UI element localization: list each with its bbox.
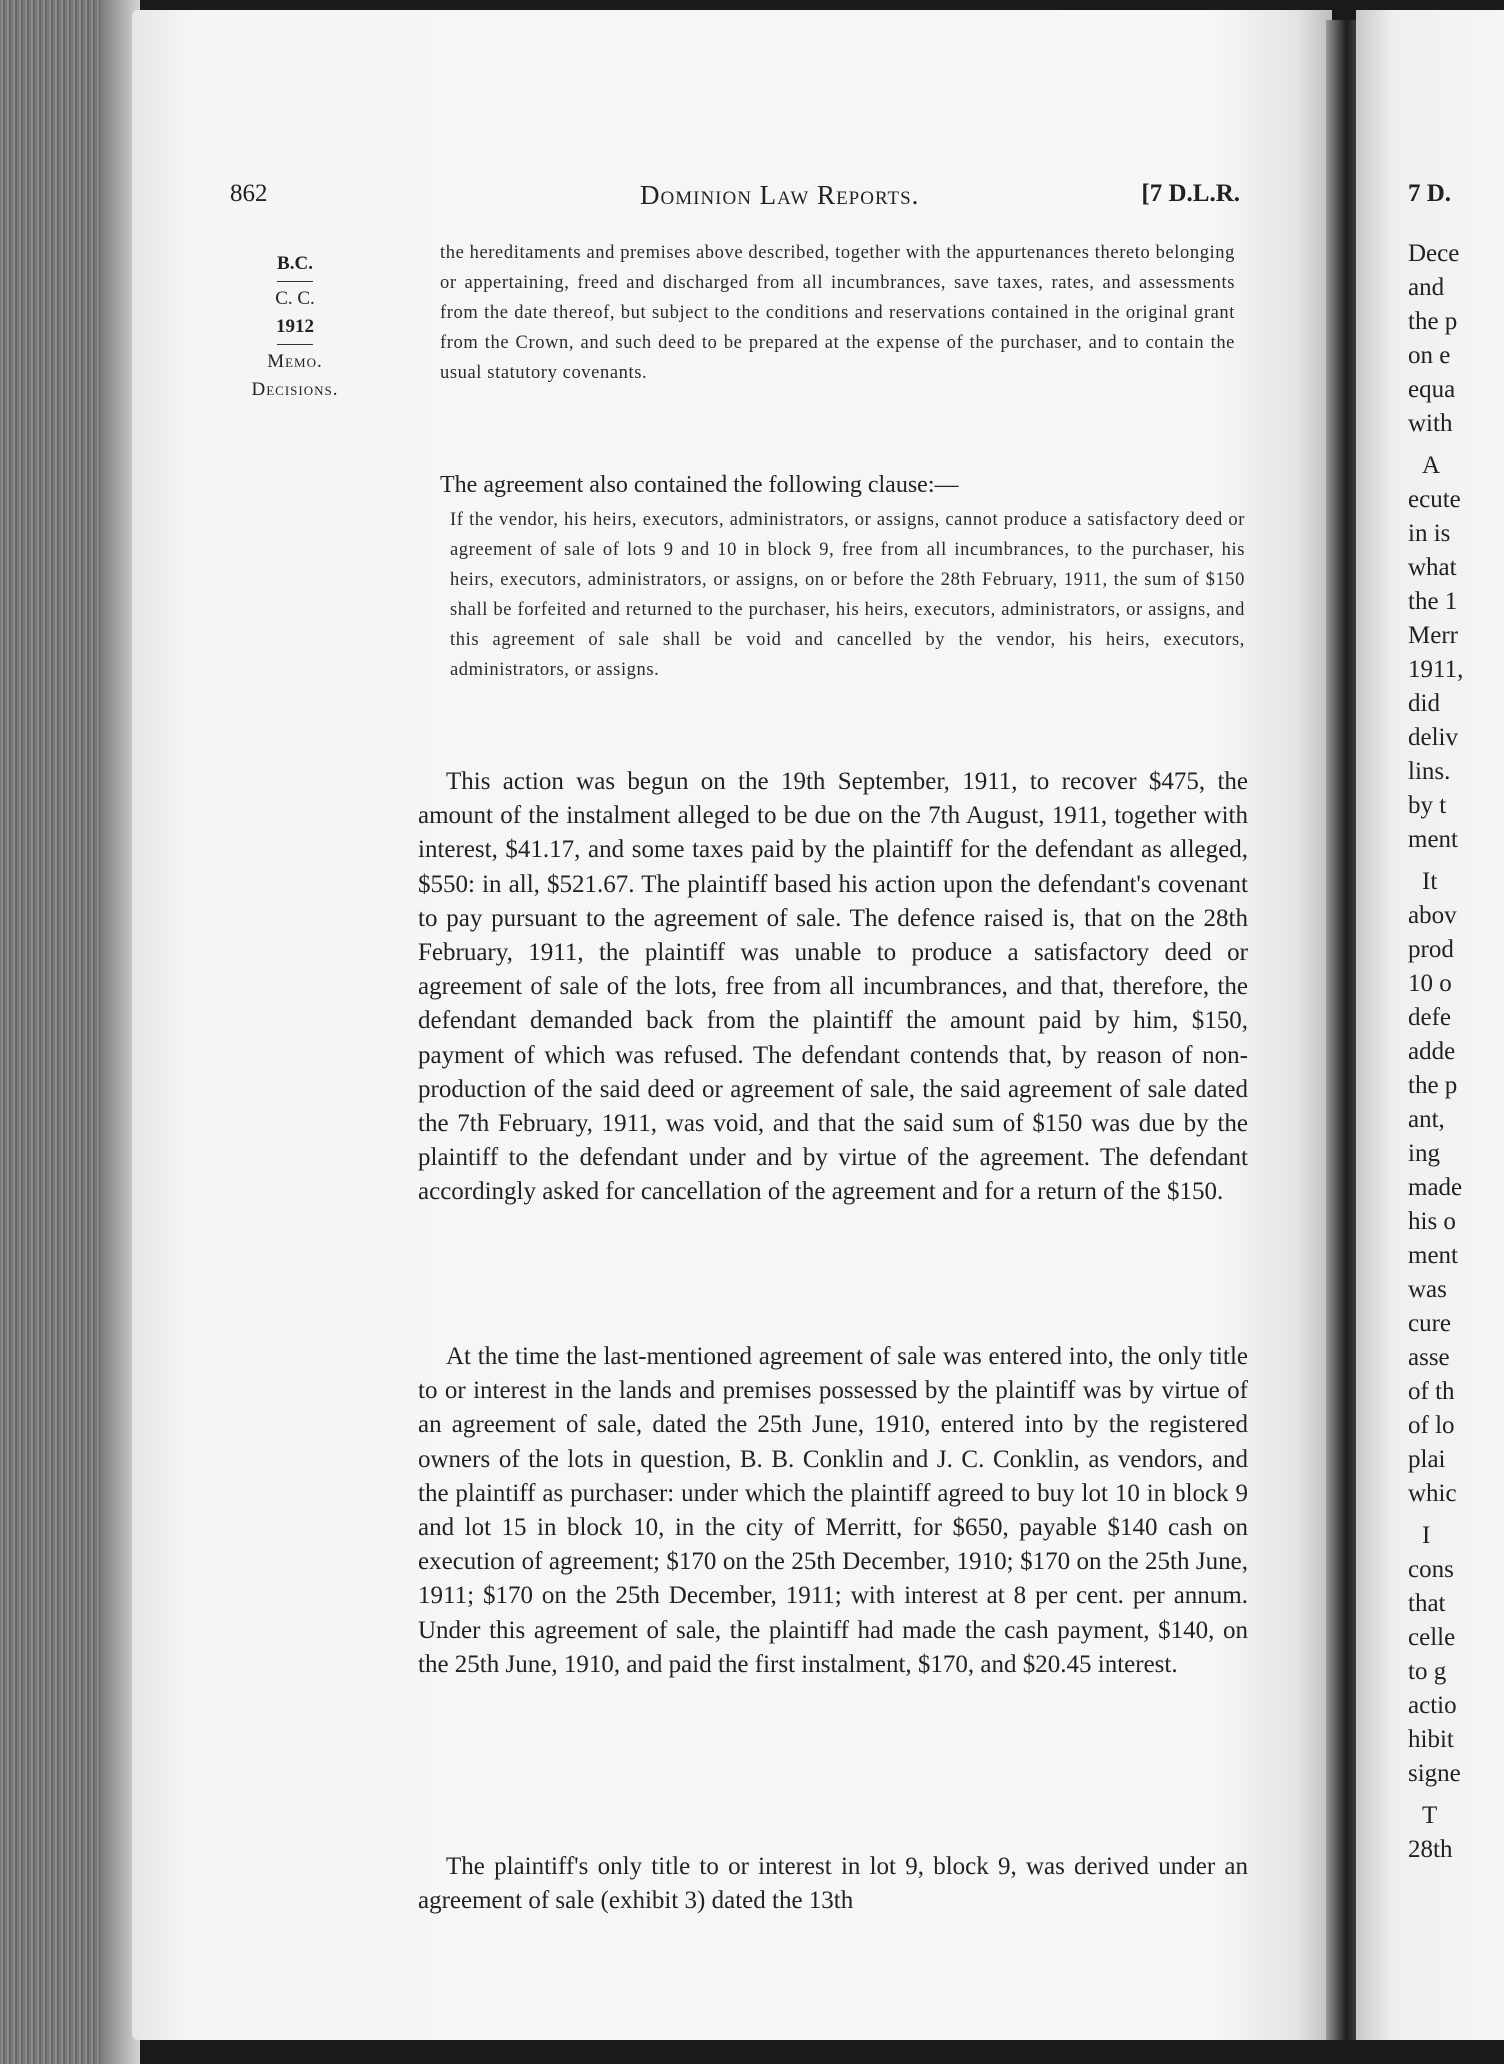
page-number: 862 bbox=[230, 180, 268, 207]
next-page-line: and bbox=[1408, 274, 1445, 301]
page-header bbox=[230, 180, 1240, 220]
next-page-line: defe bbox=[1408, 1004, 1452, 1031]
margin-notes bbox=[240, 250, 350, 404]
next-page-line: his o bbox=[1408, 1208, 1456, 1235]
next-page-line: ment bbox=[1408, 826, 1458, 853]
next-page-line: T bbox=[1422, 1802, 1438, 1829]
next-page-line: cons bbox=[1408, 1556, 1454, 1583]
next-page-line: A bbox=[1422, 452, 1441, 479]
next-page-line: ment bbox=[1408, 1242, 1458, 1269]
next-page-line: cure bbox=[1408, 1310, 1452, 1337]
next-page-line: what bbox=[1408, 554, 1457, 581]
next-page-line: the 1 bbox=[1408, 588, 1458, 615]
next-page-line: the p bbox=[1408, 1072, 1458, 1099]
paragraph-title: At the time the last-mentioned agreement of sale was entered into, the only title to or interest in the lands and premises possessed by the plaintiff was by virtue of an agreement of sale, dated the 25th June, 1910, entered into by the registered owners of the lots in question, B. B. Conklin and J. C. Conklin, as vendors, and the plaintiff as purchaser: under which the plaintiff agreed to buy lot 10 in block 9 and lot 15 in block 10, in the city of Merritt, for $650, payable $140 cash on execution of agreement; $170 on the 25th December, 1910; $170 on the 25th June, 1911; $170 on the 25th December, 1911; with interest at 8 per cent. per annum. Under this agreement of sale, the plaintiff had made the cash payment, $140, on the 25th June, 1910, and paid the first instalment, $170, and $20.45 interest. bbox=[418, 1343, 1248, 1678]
next-page-line: made bbox=[1408, 1174, 1463, 1201]
clause-introduction: The agreement also contained the following clause:— bbox=[440, 472, 959, 498]
next-page-line: equa bbox=[1408, 376, 1456, 403]
next-page-line: deliv bbox=[1408, 724, 1458, 751]
next-page-line: plai bbox=[1408, 1446, 1446, 1473]
next-page-line: ecute bbox=[1408, 486, 1461, 513]
next-page-line: 10 o bbox=[1408, 970, 1452, 997]
next-page-line: to g bbox=[1408, 1658, 1447, 1685]
next-page-line: prod bbox=[1408, 936, 1454, 963]
next-page-line: actio bbox=[1408, 1692, 1457, 1719]
next-page-line: adde bbox=[1408, 1038, 1456, 1065]
next-page-line: of th bbox=[1408, 1378, 1455, 1405]
margin-topic-line1: Memo. bbox=[267, 351, 323, 372]
next-page-line: asse bbox=[1408, 1344, 1450, 1371]
next-page-line: hibit bbox=[1408, 1726, 1454, 1753]
running-title: Dominion Law Reports. bbox=[640, 180, 920, 210]
next-page-line: 28th bbox=[1408, 1836, 1453, 1863]
next-page-line: It bbox=[1422, 868, 1438, 895]
next-page-line: I bbox=[1422, 1522, 1431, 1549]
next-page-line: with bbox=[1408, 410, 1453, 437]
next-page-line: did bbox=[1408, 690, 1440, 717]
margin-topic-line2: Decisions. bbox=[251, 379, 339, 400]
quoted-deed-terms: the hereditaments and premises above described, together with the appurtenances thereto belonging or appertaining, freed and discharged from all incumbrances, save taxes, rates, and assessments from the date thereof, but subject to the conditions and reservations contained in the original grant from the Crown, and such deed to be prepared at the expense of the purchaser, and to contain the usual statutory covenants. bbox=[440, 243, 1235, 383]
next-page-line: in is bbox=[1408, 520, 1451, 547]
quoted-clause: If the vendor, his heirs, executors, administrators, or assigns, cannot produce a satisfactory deed or agreement of sale of lots 9 and 10 in block 9, free from all incumbrances, to the purchaser, his heirs, executors, administrators, or assigns, on or before the 28th February, 1911, the sum of $150 shall be forfeited and returned to the purchaser, his heirs, executors, administrators, or assigns, and this agreement of sale shall be void and cancelled by the vendor, his heirs, executors, administrators, or assigns. bbox=[450, 510, 1245, 680]
margin-province: B.C. bbox=[277, 253, 313, 274]
next-page-line: ant, bbox=[1408, 1106, 1445, 1133]
next-page-line: the p bbox=[1408, 308, 1458, 335]
next-page-line: ing bbox=[1408, 1140, 1440, 1167]
next-page-line: was bbox=[1408, 1276, 1447, 1303]
next-page-line: celle bbox=[1408, 1624, 1456, 1651]
paragraph-action: This action was begun on the 19th September, 1911, to recover $475, the amount of the instalment alleged to be due on the 7th August, 1911, together with interest, $41.17, and some taxes paid by the plaintiff for the defendant as alleged, $550: in all, $521.67. The plaintiff based his action upon the defendant's covenant to pay pursuant to the agreement of sale. The defence raised is, that on the 28th February, 1911, the plaintiff was unable to produce a satisfactory deed or agreement of sale of the lots, free from all incumbrances, and that, therefore, the defendant demanded back from the plaintiff the amount paid by him, $150, payment of which was refused. The defendant contends that, by reason of non-production of the said deed or agreement of sale, the said agreement of sale dated the 7th February, 1911, was void, and that the said sum of $150 was due by the plaintiff to the defendant under and by virtue of the agreement. The defendant accordingly asked for cancellation of the agreement and for a return of the $150. bbox=[418, 768, 1248, 1206]
next-page-line: abov bbox=[1408, 902, 1457, 929]
next-page-line: on e bbox=[1408, 342, 1451, 369]
next-page-line: lins. bbox=[1408, 758, 1451, 785]
margin-court: C. C. bbox=[275, 288, 315, 309]
next-page-line: whic bbox=[1408, 1480, 1457, 1507]
next-page-line: of lo bbox=[1408, 1412, 1455, 1439]
next-page-line: 1911, bbox=[1408, 656, 1464, 683]
next-page-line: that bbox=[1408, 1590, 1446, 1617]
paragraph-lot-9: The plaintiff's only title to or interest in lot 9, block 9, was derived under an agreement of sale (exhibit 3) dated the 13th bbox=[418, 1853, 1248, 1915]
next-page-line: Merr bbox=[1408, 622, 1458, 649]
volume-reference: [7 D.L.R. bbox=[1141, 180, 1240, 207]
next-page-header: 7 D. bbox=[1408, 180, 1452, 207]
next-page-line: Dece bbox=[1408, 240, 1460, 267]
margin-rule bbox=[277, 281, 313, 282]
margin-year: 1912 bbox=[276, 316, 314, 337]
next-page-line: by t bbox=[1408, 792, 1447, 819]
next-page-line: signe bbox=[1408, 1760, 1461, 1787]
margin-rule bbox=[277, 344, 313, 345]
